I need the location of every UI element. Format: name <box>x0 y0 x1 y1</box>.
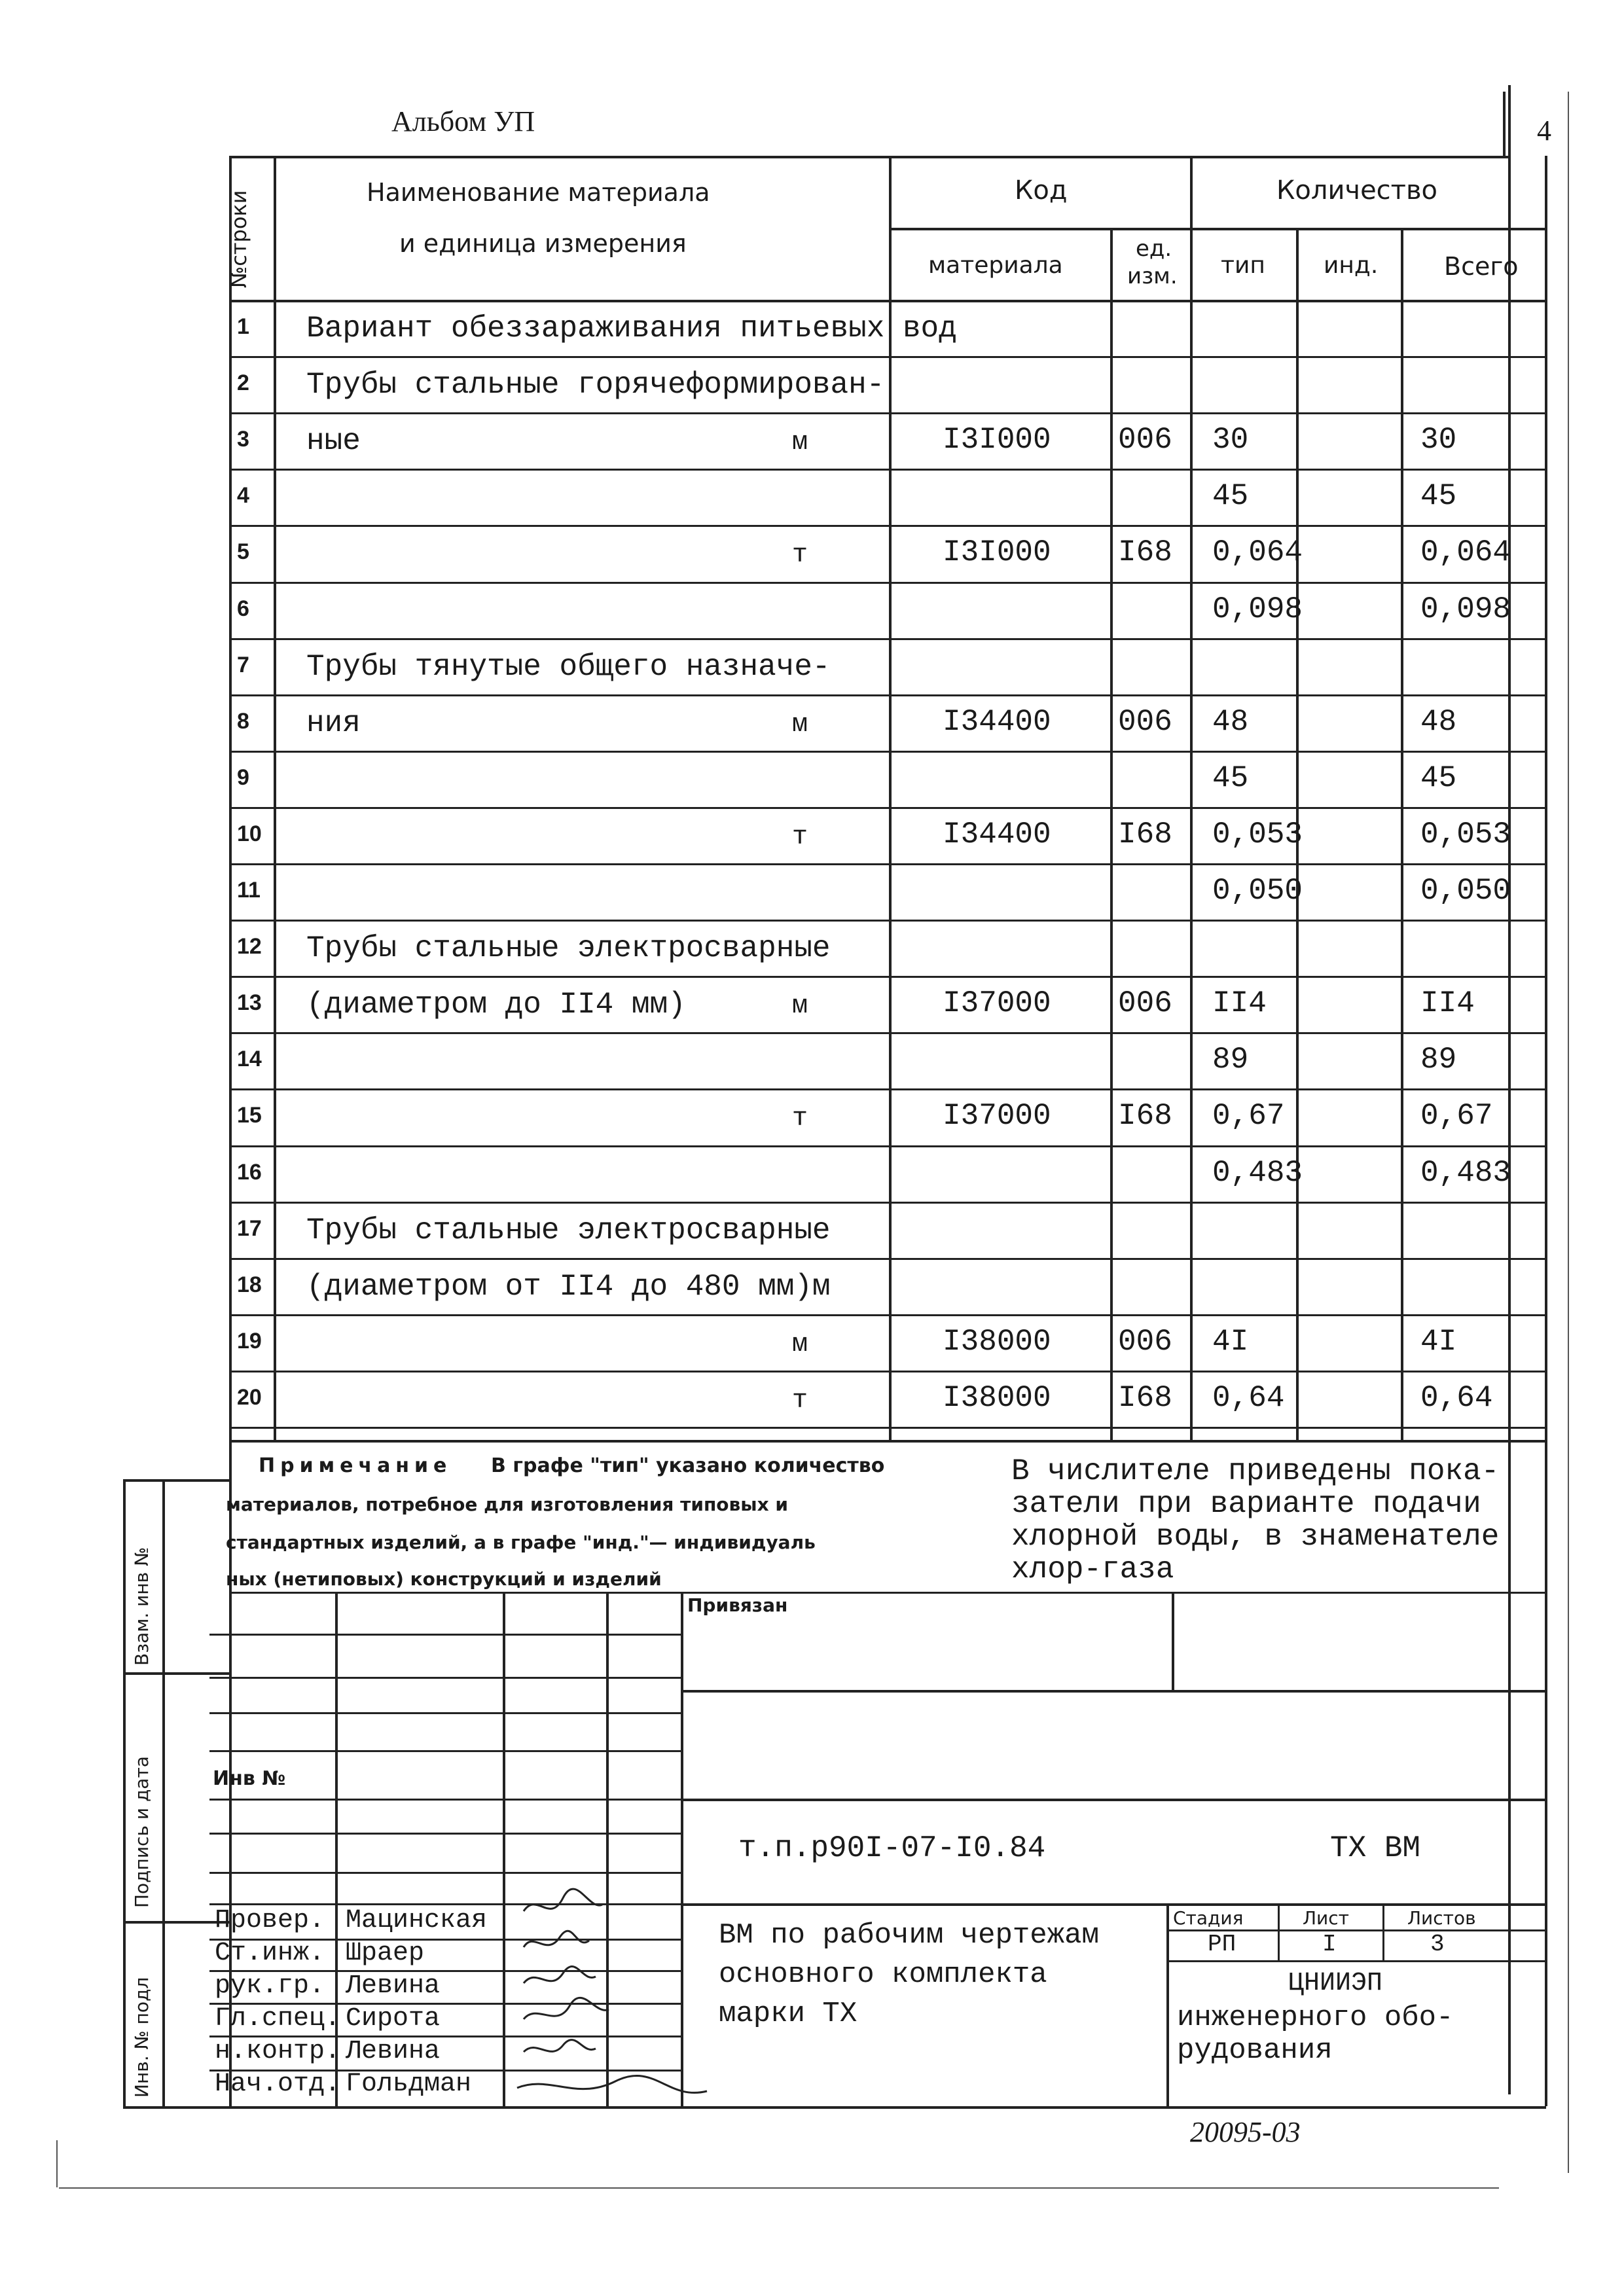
row-name: ные <box>306 424 361 459</box>
row-unit: т <box>792 541 808 571</box>
total-header: Всего <box>1444 252 1519 281</box>
org-line3: рудования <box>1177 2034 1333 2067</box>
page-bottom-edge <box>59 2187 1499 2189</box>
signer-name: Мацинская <box>346 1906 488 1935</box>
col-unit-border <box>1190 156 1193 1440</box>
title-block-row-line <box>209 1677 681 1679</box>
note-title-text: Примечание <box>259 1454 452 1477</box>
title-block-row-line <box>209 1750 681 1752</box>
row-number: 6 <box>237 596 249 621</box>
type-header: тип <box>1221 252 1265 279</box>
doc-title-line2: основного комплекта <box>719 1958 1047 1991</box>
row-code: I3I000 <box>943 535 1051 570</box>
row-line <box>229 976 1546 978</box>
row-number: 3 <box>237 427 249 452</box>
header-line <box>229 156 1509 158</box>
row-number: 17 <box>237 1215 262 1241</box>
inv-no-label: Инв № <box>213 1767 286 1790</box>
signatures <box>511 1885 838 2108</box>
row-line <box>229 525 1546 527</box>
row-type-qty: 48 <box>1212 704 1249 739</box>
album-title: Альбом УП <box>391 105 535 137</box>
table-right-border <box>1545 156 1547 2106</box>
row-type-qty: 89 <box>1212 1043 1249 1077</box>
row-number: 16 <box>237 1159 262 1185</box>
header-sub-line <box>889 228 1546 230</box>
row-total-qty: 0,67 <box>1420 1099 1493 1134</box>
handwritten-number: 20095-03 <box>1190 2116 1301 2148</box>
row-code: I34400 <box>943 817 1051 852</box>
signer-name: Гольдман <box>346 2070 472 2099</box>
unit-header-line1: ед. <box>1136 236 1172 262</box>
note-line2: материалов, потребное для изготовления типовых и <box>226 1494 788 1515</box>
side-strip-mid <box>162 1479 165 2108</box>
row-number: 13 <box>237 990 262 1016</box>
tb-right-line-1 <box>681 1690 1546 1693</box>
row-number: 20 <box>237 1384 262 1410</box>
row-total-qty: 45 <box>1420 761 1457 795</box>
unit-header-line2: изм. <box>1127 263 1178 289</box>
signer-role: н.контр. <box>215 2037 341 2066</box>
note-line3: стандартных изделий, а в графе "инд."— индивидуаль <box>226 1532 816 1553</box>
name-header-line2: и единица измерения <box>399 229 687 258</box>
row-unit: т <box>792 822 808 852</box>
row-line <box>229 1258 1546 1260</box>
row-name: Вариант обеззараживания питьевых вод <box>306 312 957 346</box>
row-unit: т <box>792 1386 808 1416</box>
title-block-row-line <box>209 1634 681 1636</box>
tb-col-5 <box>1172 1592 1174 1690</box>
row-total-qty: 0,098 <box>1420 592 1511 626</box>
row-code: I37000 <box>943 1099 1051 1134</box>
row-number: 14 <box>237 1047 262 1072</box>
sheet-value: I <box>1322 1931 1337 1958</box>
row-line <box>229 469 1546 471</box>
sheets-value: 3 <box>1430 1931 1445 1958</box>
row-total-qty: 30 <box>1420 423 1457 457</box>
stage-value: РП <box>1208 1931 1236 1958</box>
row-number-header: №строки <box>226 190 251 288</box>
row-type-qty: 30 <box>1212 423 1249 457</box>
row-name: Трубы тянутые общего назначе- <box>306 649 831 684</box>
sheets-label: Листов <box>1407 1907 1476 1929</box>
row-type-qty: 0,050 <box>1212 874 1303 908</box>
row-number: 11 <box>237 878 261 903</box>
note-title <box>259 1454 452 1477</box>
row-code: I3I000 <box>943 423 1051 457</box>
row-unit: т <box>792 1104 808 1134</box>
row-unit-code: I68 <box>1118 817 1172 852</box>
quantity-header: Количество <box>1276 175 1438 206</box>
signer-name: Левина <box>346 2037 441 2066</box>
row-unit-code: 006 <box>1118 704 1172 739</box>
sheet-label: Лист <box>1303 1907 1349 1929</box>
row-unit-code: 006 <box>1118 986 1172 1021</box>
title-block-row-line <box>209 1872 681 1874</box>
row-line <box>229 694 1546 696</box>
row-name: (диаметром от II4 до 480 мм)м <box>306 1269 831 1304</box>
table-left-border <box>229 156 232 2106</box>
doc-mark: ТХ ВМ <box>1330 1831 1421 1865</box>
row-line <box>229 1314 1546 1316</box>
row-type-qty: 4I <box>1212 1324 1249 1359</box>
signer-name: Левина <box>346 1971 441 2001</box>
note-right-line4: хлор-газа <box>1011 1552 1174 1587</box>
row-unit-code: 006 <box>1118 423 1172 457</box>
header-bottom-line <box>229 300 1546 302</box>
material-header: материала <box>928 252 1063 279</box>
note-divider <box>229 1592 1546 1594</box>
row-unit-code: I68 <box>1118 1380 1172 1415</box>
stage-value-line <box>1166 1960 1546 1962</box>
row-number: 4 <box>237 483 249 509</box>
signer-role: Гл.спец. <box>215 2004 341 2034</box>
row-unit-code: 006 <box>1118 1324 1172 1359</box>
row-number: 9 <box>237 764 249 790</box>
row-line <box>229 638 1546 640</box>
row-line <box>229 1145 1546 1147</box>
row-total-qty: 89 <box>1420 1043 1457 1077</box>
tb-col-2 <box>503 1592 505 2106</box>
row-line <box>229 807 1546 809</box>
signer-name: Шраер <box>346 1939 425 1968</box>
col-rowno-border <box>274 156 276 1440</box>
row-number: 18 <box>237 1272 262 1297</box>
row-type-qty: 0,64 <box>1212 1380 1285 1415</box>
row-code: I38000 <box>943 1324 1051 1359</box>
row-total-qty: 0,483 <box>1420 1155 1511 1190</box>
row-type-qty: 0,483 <box>1212 1155 1303 1190</box>
row-type-qty: 0,67 <box>1212 1099 1285 1134</box>
page-number-divider <box>1503 92 1506 157</box>
row-line <box>229 1202 1546 1204</box>
page-left-edge <box>56 2140 58 2187</box>
row-type-qty: 0,098 <box>1212 592 1303 626</box>
ind-header: инд. <box>1324 252 1379 279</box>
row-total-qty: 4I <box>1420 1324 1457 1359</box>
row-number: 15 <box>237 1103 262 1128</box>
tb-col-6 <box>1166 1903 1169 2106</box>
row-total-qty: 0,64 <box>1420 1380 1493 1415</box>
row-line <box>229 863 1546 865</box>
code-header: Код <box>1015 175 1068 206</box>
side-label-vzam: Взам. инв № <box>131 1547 153 1666</box>
row-line <box>229 751 1546 753</box>
row-total-qty: 0,064 <box>1420 535 1511 570</box>
note-line4: ных (нетиповых) конструкций и изделий <box>226 1568 662 1590</box>
org-line2: инженерного обо- <box>1177 2001 1454 2034</box>
row-unit: м <box>792 1329 808 1359</box>
row-type-qty: 45 <box>1212 479 1249 514</box>
page-number: 4 <box>1537 115 1551 147</box>
row-code: I34400 <box>943 704 1051 739</box>
row-name: Трубы стальные горячеформирован- <box>306 368 885 403</box>
row-code: I38000 <box>943 1380 1051 1415</box>
row-total-qty: 48 <box>1420 704 1457 739</box>
row-line <box>229 920 1546 922</box>
side-strip-top <box>123 1479 229 1482</box>
row-unit: м <box>792 428 808 458</box>
row-number: 1 <box>237 314 249 339</box>
side-strip-line-1 <box>123 1672 229 1675</box>
row-line <box>229 1088 1546 1090</box>
name-header-line1: Наименование материала <box>367 178 710 207</box>
doc-title-line3: марки ТХ <box>719 1998 857 2030</box>
signer-name: Сирота <box>346 2004 441 2034</box>
row-code: I37000 <box>943 986 1051 1021</box>
row-name: (диаметром до II4 мм) <box>306 988 686 1022</box>
signer-role: рук.гр. <box>215 1971 325 2001</box>
title-block-row-line <box>209 1833 681 1835</box>
note-right-line2: затели при варианте подачи <box>1011 1487 1481 1521</box>
row-line <box>229 582 1546 584</box>
title-block-row-line <box>209 1712 681 1714</box>
side-label-inv-podl: Инв. № подл <box>131 1977 153 2098</box>
doc-code: т.п.р90I-07-I0.84 <box>738 1831 1046 1865</box>
row-unit-code: I68 <box>1118 535 1172 570</box>
row-number: 10 <box>237 821 262 846</box>
row-total-qty: 45 <box>1420 479 1457 514</box>
signer-role: Провер. <box>215 1906 325 1935</box>
notes-top-line <box>229 1440 1546 1443</box>
stage-col-1 <box>1278 1903 1280 1960</box>
row-name: Трубы стальные электросварные <box>306 931 831 966</box>
row-total-qty: 0,053 <box>1420 817 1511 852</box>
side-label-podpis: Подпись и дата <box>131 1756 153 1908</box>
row-type-qty: 0,064 <box>1212 535 1303 570</box>
row-total-qty: 0,050 <box>1420 874 1511 908</box>
row-type-qty: II4 <box>1212 986 1267 1021</box>
row-name: ния <box>306 706 361 740</box>
row-unit: м <box>792 709 808 740</box>
org-line1: ЦНИИЭП <box>1288 1969 1383 1998</box>
page-frame-right-outer <box>1568 92 1569 2173</box>
row-line <box>229 1032 1546 1034</box>
row-number: 7 <box>237 652 249 677</box>
signer-role: Нач.отд. <box>215 2070 341 2099</box>
side-strip-line-2 <box>123 1921 229 1924</box>
row-line <box>229 412 1546 414</box>
side-strip-left <box>123 1479 126 2108</box>
note-right-line3: хлорной воды, в знаменателе <box>1011 1520 1500 1554</box>
row-line <box>229 1427 1546 1429</box>
row-number: 5 <box>237 539 249 565</box>
stage-col-2 <box>1382 1903 1384 1960</box>
row-line <box>229 1371 1546 1372</box>
row-number: 2 <box>237 370 249 396</box>
privyazan-label: Привязан <box>687 1594 788 1616</box>
note-line1: В графе "тип" указано количество <box>491 1454 885 1477</box>
row-number: 12 <box>237 934 262 960</box>
row-unit-code: I68 <box>1118 1099 1172 1134</box>
row-type-qty: 0,053 <box>1212 817 1303 852</box>
row-name: Трубы стальные электросварные <box>306 1213 831 1247</box>
row-line <box>229 356 1546 358</box>
row-unit: м <box>792 992 808 1022</box>
row-number: 8 <box>237 708 249 734</box>
doc-title-line1: ВМ по рабочим чертежам <box>719 1919 1099 1952</box>
row-total-qty: II4 <box>1420 986 1475 1021</box>
title-block-row-line <box>209 1799 681 1801</box>
row-number: 19 <box>237 1328 262 1354</box>
tb-right-line-2 <box>681 1799 1546 1801</box>
col-name-border <box>889 156 892 1440</box>
row-type-qty: 45 <box>1212 761 1249 795</box>
signer-role: Ст.инж. <box>215 1939 325 1968</box>
stage-label: Стадия <box>1173 1907 1244 1929</box>
note-right-line1: В числителе приведены пока- <box>1011 1454 1500 1488</box>
